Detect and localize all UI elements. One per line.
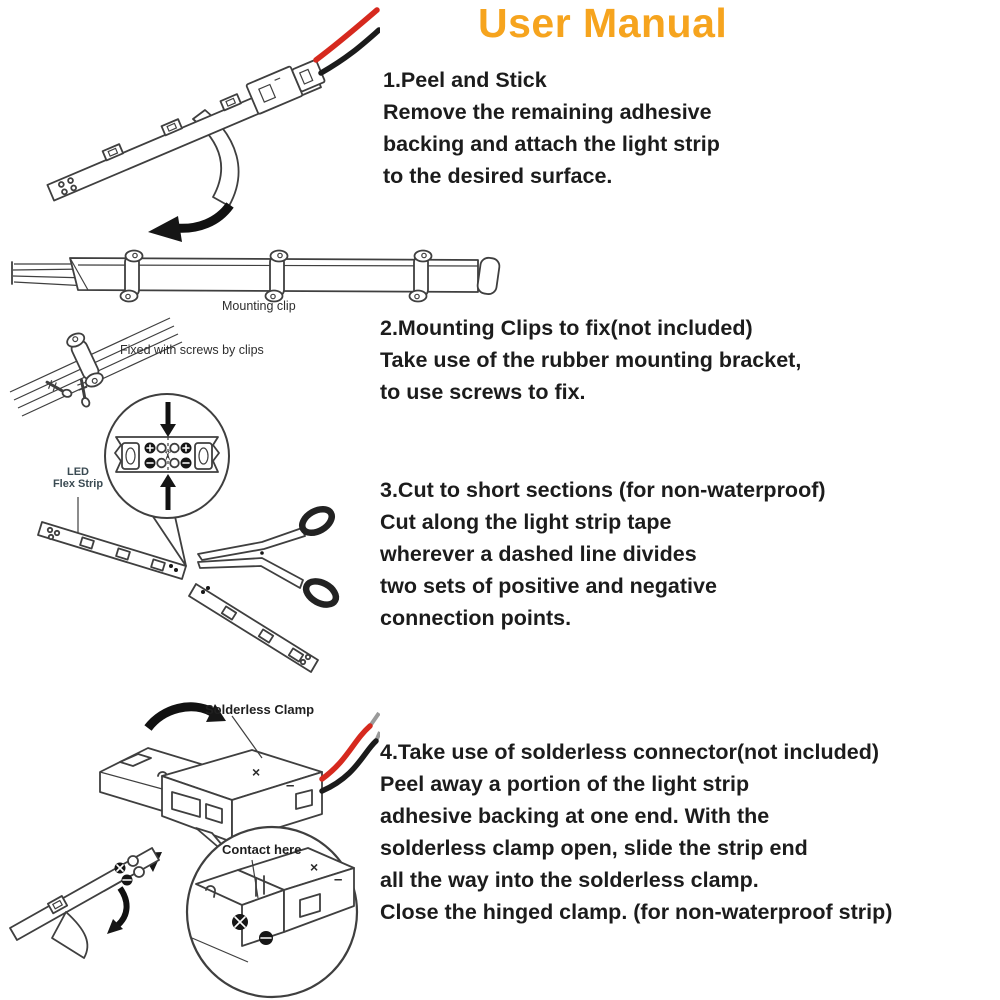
step-1-instructions: [383, 64, 720, 192]
step-2-line: Take use of the rubber mounting bracket,: [380, 348, 802, 372]
led-flex-strip-label: LED Flex Strip: [52, 466, 104, 490]
peel-backing-flap: [52, 912, 87, 958]
step-4-instructions: [380, 736, 892, 928]
step-4-heading: 4.Take use of solderless connector(not included): [380, 740, 879, 764]
fixed-with-screws-label: Fixed with screws by clips: [120, 343, 264, 357]
mounting-clip: [65, 331, 105, 389]
polarity-cross-mark: ×: [310, 859, 319, 875]
step-1-line: Remove the remaining adhesive: [383, 100, 712, 124]
step-3-illustration: [0, 390, 370, 690]
step-1-illustration: [0, 0, 380, 245]
step-4-illustration: [0, 695, 380, 1000]
cut-scissors-mini-icon: ✂: [160, 450, 175, 461]
led-strip: [42, 56, 327, 201]
mounting-clip-label: Mounting clip: [222, 299, 296, 313]
polarity-dash-mark: –: [334, 871, 343, 888]
scissors-icon: [198, 504, 340, 609]
step-3-heading: 3.Cut to short sections (for non-waterproof): [380, 478, 826, 502]
solderless-clamp-label: Solderless Clamp: [205, 702, 315, 717]
end-cap: [477, 257, 501, 295]
step-2-line: to use screws to fix.: [380, 380, 586, 404]
polarity-cross-mark: ×: [252, 764, 261, 780]
step-4-line: solderless clamp open, slide the strip end: [380, 836, 808, 860]
page-title: User Manual: [478, 0, 728, 46]
step-4-line: Peel away a portion of the light strip: [380, 772, 750, 796]
strip-end: [10, 848, 159, 958]
step-3-line: connection points.: [380, 606, 572, 630]
strip-connector: [246, 56, 327, 114]
step-2-heading: 2.Mounting Clips to fix(not included): [380, 316, 753, 340]
step-4-line: adhesive backing at one end. With the: [380, 804, 770, 828]
step-1-line: backing and attach the light strip: [383, 132, 720, 156]
step-1-heading: 1.Peel and Stick: [383, 68, 547, 92]
step-1-line: to the desired surface.: [383, 164, 613, 188]
step-2-instructions: [380, 312, 801, 408]
step-3-line: Cut along the light strip tape: [380, 510, 672, 534]
cut-point-magnifier: [105, 394, 229, 518]
step-3-line: wherever a dashed line divides: [380, 542, 697, 566]
step-3-instructions: [380, 474, 826, 634]
led-strip-lower: [189, 584, 318, 672]
step-4-line: all the way into the solderless clamp.: [380, 868, 759, 892]
peel-backing-arrow-icon: [107, 888, 127, 934]
step-3-line: two sets of positive and negative: [380, 574, 717, 598]
polarity-dash-mark: –: [286, 777, 295, 794]
power-wires: [316, 10, 379, 73]
contact-here-label: Contact here: [222, 842, 302, 857]
step-4-line: Close the hinged clamp. (for non-waterproof strip): [380, 900, 893, 924]
power-wires: [322, 713, 380, 791]
